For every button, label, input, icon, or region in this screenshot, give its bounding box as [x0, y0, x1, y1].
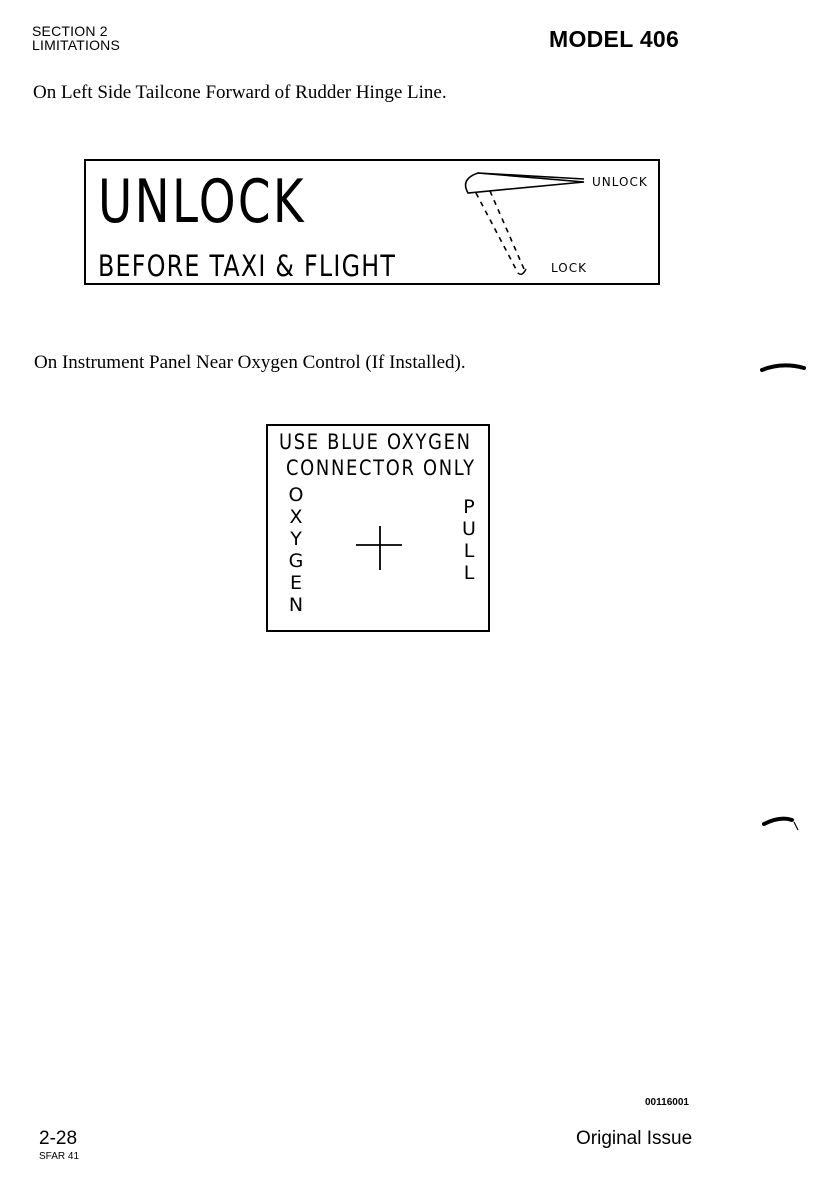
vertical-letter: X	[289, 506, 303, 528]
section-label: SECTION 2	[32, 23, 108, 39]
oxygen-placard	[266, 424, 490, 632]
crosshair-icon	[354, 524, 406, 574]
vertical-letter: G	[288, 550, 304, 572]
lock-position-label: LOCK	[551, 261, 587, 275]
figure-code: 00116001	[645, 1097, 689, 1108]
vertical-letter: Y	[290, 528, 302, 550]
vertical-letter: O	[288, 484, 304, 506]
model-title: MODEL 406	[549, 26, 680, 52]
sfar-label: SFAR 41	[39, 1151, 80, 1162]
oxygen-vertical-word	[286, 484, 306, 616]
page-number: 2-28	[39, 1128, 78, 1149]
placard-unlock-subtitle: BEFORE TAXI & FLIGHT	[98, 249, 397, 283]
vertical-letter: E	[289, 572, 302, 594]
unlock-position-label: UNLOCK	[592, 175, 648, 189]
oxygen-line-1: USE BLUE OXYGEN	[279, 430, 472, 454]
vertical-letter: L	[463, 540, 475, 562]
vertical-letter: U	[462, 518, 476, 540]
vertical-letter: P	[463, 496, 475, 518]
issue-label: Original Issue	[576, 1128, 693, 1149]
unlock-placard	[84, 159, 660, 285]
chapter-label: LIMITATIONS	[32, 37, 121, 53]
vertical-letter: L	[463, 562, 475, 584]
placard-unlock-title: UNLOCK	[98, 167, 306, 237]
margin-mark-icon	[760, 360, 810, 376]
margin-mark-icon	[760, 812, 810, 842]
caption-oxygen: On Instrument Panel Near Oxygen Control (If Installed).	[34, 352, 466, 373]
vertical-letter: N	[288, 594, 304, 616]
oxygen-line-2: CONNECTOR ONLY	[286, 456, 476, 480]
caption-tailcone: On Left Side Tailcone Forward of Rudder Hinge Line.	[33, 82, 447, 103]
pull-vertical-word	[459, 496, 479, 584]
